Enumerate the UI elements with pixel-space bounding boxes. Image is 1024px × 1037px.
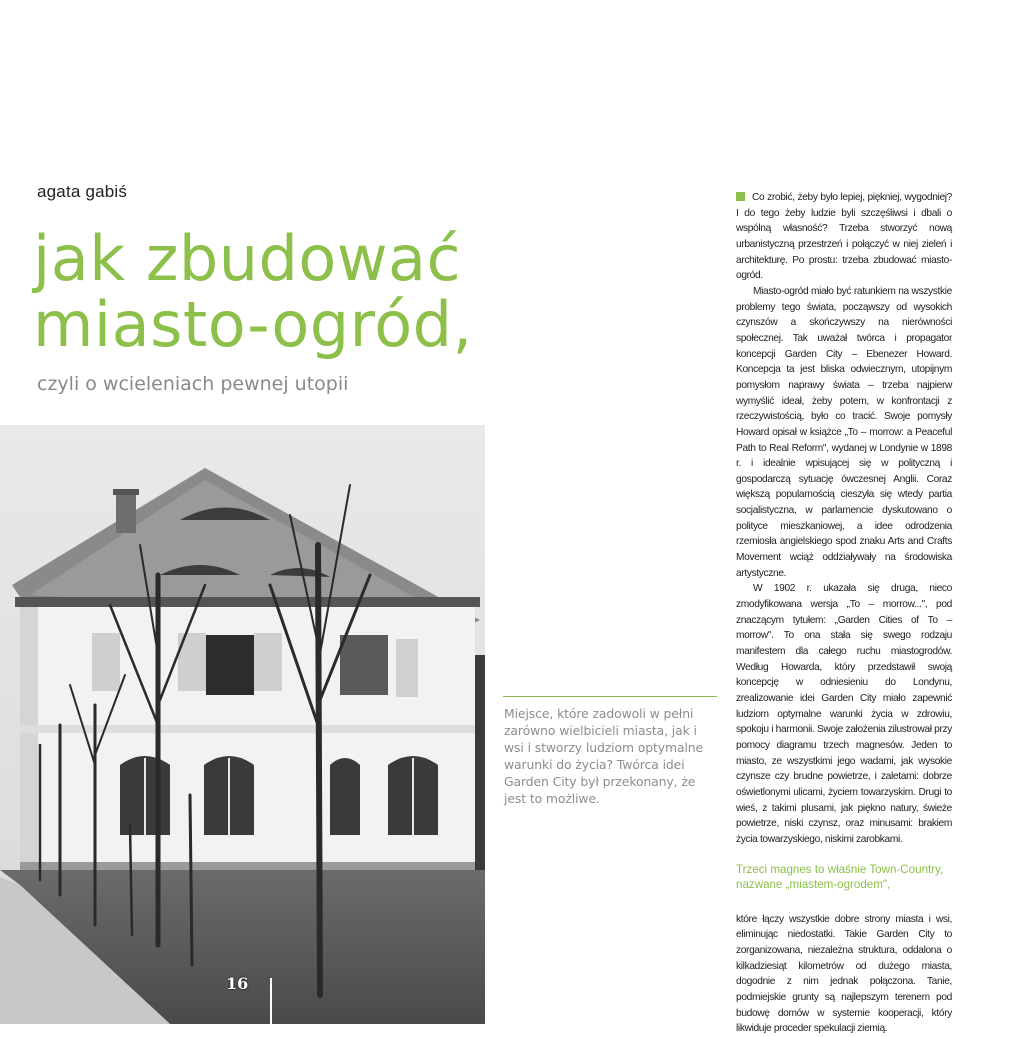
- body-paragraph-4: które łączy wszystkie dobre strony miasta i wsi, eliminując niedostatki. Takie Garden City to zorganizowana, niezależna struktura, oddalona o kilkadziesiąt kilometrów od dużego miasta, dogodnie z nim jednak połączona. Tanie, podmiejskie grunty są najlepszym terenem pod budowę domów w systemie kooperacji, który likwiduje proceder spekulacji ziemią.: [736, 913, 952, 1035]
- body-paragraph-3: W 1902 r. ukazała się druga, nieco zmodyfikowana wersja „To – morrow...", pod znaczącym tytułem: „Garden Cities of To – morrow". To ona stała się swego rodzaju manifestem dla całego ruchu miastogrodów. Według Howarda, który przedstawił swoją koncepcję w odniesieniu do Londynu, zrealizowanie idei Garden City miało zapewnić ludziom optymalne warunki życia w zdrowiu, spokoju i harmonii. Swoje założenia zilustrował przy pomocy diagramu trzech magnesów. Jeden to miasto, ze wszystkimi jego wadami, jak wysokie czynsze czy brudne powietrze, i zaletami: dobrze oświetlonymi ulicami, życiem towarzyskim. Drugi to wieś, z takimi plusami, jak piękno natury, świeże powietrze, niski czynsz, oraz minusami: brakiem życia towarzyskiego, niskimi zarobkami.: [736, 583, 952, 845]
- article-title: [33, 222, 493, 361]
- highlighted-sentence: Trzeci magnes to właśnie Town-Country, nazwane „miastem-ogrodem",: [736, 862, 944, 892]
- body-paragraph-1: [736, 190, 952, 284]
- house-photo-illustration: [0, 425, 485, 1024]
- body-paragraph-1-text: Co zrobić, żeby było lepiej, piękniej, wygodniej? I do tego żeby ludzie byli szczęśliwsi i dbali o wspólną własność? Trzeba stworzyć nową urbanistyczną przestrzeń i połączyć w niej zieleń i architekturę. Po prostu: trzeba zbudować miasto-ogród.: [736, 192, 952, 282]
- article-body: [736, 190, 952, 1037]
- page-number-divider: [270, 978, 272, 1024]
- pull-quote-rule: [503, 696, 717, 697]
- page-number: 16: [226, 974, 249, 993]
- title-line-2: miasto-ogród,: [33, 288, 473, 361]
- title-line-1: jak zbudować: [33, 222, 462, 295]
- pull-quote: Miejsce, które zadowoli w pełni zarówno wielbicieli miasta, jak i wsi i stworzy ludziom optymalne warunki do życia? Twórca idei Garden City był przekonany, że jest to możliwe.: [504, 706, 704, 806]
- author-name: agata gabiś: [37, 182, 128, 201]
- article-subtitle: czyli o wcieleniach pewnej utopii: [37, 373, 349, 395]
- green-square-bullet-icon: [736, 192, 745, 201]
- body-paragraph-2: Miasto-ogród miało być ratunkiem na wszystkie problemy tego świata, począwszy od wysokich czynszów a skończywszy na nierówności społecznej. Tak uważał twórca i propagator koncepcji Garden City – Ebenezer Howard. Koncepcja ta jest bliska odwiecznym, utopijnym pomysłom naprawy świata – trzeba najpierw wymyślić ideał, żeby potem, w konfrontacji z rzeczywistością, było co tracić. Swoje pomysły Howard opisał w książce „To – morrow: a Peaceful Path to Real Reform", wydanej w Londynie w 1898 r. i idealnie wpisującej się w polityczną i gospodarczą sytuację ówczesnej Anglii. Coraz większą popularnością cieszyła się wtedy partia socjalistyczna, w parlamencie dyskutowano o polityce mieszkaniowej, a idee odrodzenia rzemiosła angielskiego spod znaku Arts and Crafts Movement wciąż oddziaływały na środowiska artystyczne.: [736, 285, 952, 579]
- house-photo: [0, 425, 485, 1024]
